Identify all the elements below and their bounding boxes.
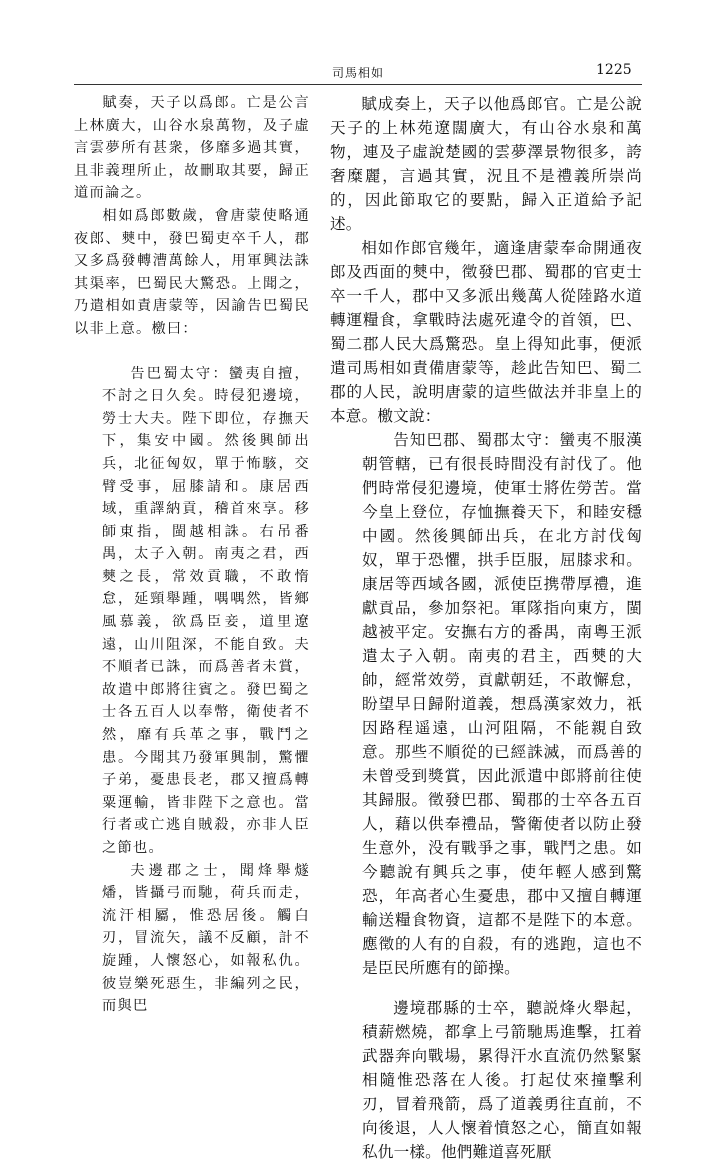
- header-rule: [74, 84, 642, 85]
- running-title: 司馬相如: [332, 66, 385, 80]
- paragraph-gap: [330, 980, 642, 996]
- page-number: 1225: [596, 62, 632, 78]
- translation-paragraph-2: 相如作郎官幾年，適逢唐蒙奉命開通夜郎及西面的僰中，徵發巴郡、蜀郡的官吏士卒一千人，郡中又多派出幾萬人從陸路水道轉運糧食，拿戰時法處死違令的首領，巴、蜀二郡人民大爲驚恐。皇上得知此事，便派遣司馬相如責備唐蒙等，趁此告知巴、蜀二郡的人民，說明唐蒙的這些做法并非皇上的本意。檄文說：: [330, 239, 642, 425]
- classical-proclamation-paragraph-2: 夫邊郡之士，聞烽舉燧燔，皆攝弓而馳，荷兵而走，流汗相屬，惟恐居後。觸白刃，冒流矢，議不反顧，計不旋踵，人懷怒心，如報私仇。彼豈樂死惡生，非編列之民，而與巴: [102, 862, 310, 1015]
- classical-paragraph-1: 賦奏，天子以爲郎。亡是公言上林廣大，山谷水泉萬物，及子虛言雲夢所有甚衆，侈靡多過其實，且非義理所止，故刪取其要，歸正道而論之。: [74, 95, 310, 202]
- classical-paragraph-2: 相如爲郎數歲，會唐蒙使略通夜郎、僰中，發巴蜀吏卒千人，郡又多爲發轉漕萬餘人，用軍興法誅其渠率，巴蜀民大驚恐。上聞之，乃遣相如責唐蒙等，因諭告巴蜀民以非上意。檄曰：: [74, 207, 310, 337]
- page-header: [0, 0, 716, 80]
- classical-proclamation-paragraph-1: 告巴蜀太守：蠻夷自擅，不討之日久矣。時侵犯邊境，勞士大夫。陛下即位，存撫天下，集安中國。然後興師出兵，北征匈奴，單于怖駭，交臂受事，屈膝請和。康居西域，重譯納貢，稽首來享。移師東指，閩越相誅。右吊番禺，太子入朝。南夷之君，西僰之長，常效貢職，不敢惰怠，延頸舉踵，喁喁然，皆鄉風慕義，欲爲臣妾，道里遼遠，山川阻深，不能自致。夫不順者已誅，而爲善者未賞，故遣中郎將往賓之。發巴蜀之士各五百人以奉幣，衛使者不然，靡有兵革之事，戰鬥之患。今聞其乃發軍興制，驚懼子弟，憂患長老，郡又擅爲轉粟運輸，皆非陛下之意也。當行者或亡逃自賊殺，亦非人臣之節也。: [102, 365, 310, 856]
- translation-proclamation-paragraph-2: 邊境郡縣的士卒，聽説烽火舉起，積薪燃燒，都拿上弓箭馳馬進擊，扛着武器奔向戰場，累得汗水直流仍然緊緊相隨惟恐落在人後。打起仗來撞擊利刃，冒着飛箭，爲了道義勇往直前，不向後退，人人懷着憤怒之心，簡直如報私仇一樣。他們難道喜死厭: [362, 999, 642, 1161]
- translation-paragraph-1: 賦成奏上，天子以他爲郎官。亡是公說天子的上林苑遼闊廣大，有山谷水泉和萬物，連及子虛說楚國的雲夢澤景物很多，誇奢糜麗，言過其實，況且不是禮義所崇尚的，因此節取它的要點，歸入正道給予記述。: [330, 95, 642, 233]
- paragraph-gap: [74, 341, 310, 363]
- translation-column: [330, 92, 642, 1164]
- classical-text-column: [74, 92, 310, 1018]
- translation-proclamation-paragraph-1: 告知巴郡、蜀郡太守：蠻夷不服漢朝管轄，已有很長時間没有討伐了。他們時常侵犯邊境，使軍士將佐勞苦。當今皇上登位，存恤撫養天下，和睦安穩中國。然後興師出兵，在北方討伐匈奴，單于恐懼，拱手臣服，屈膝求和。康居等西域各國，派使臣携帶厚禮，進獻貢品，參加祭祀。軍隊指向東方，閩越被平定。安撫右方的番禺，南粵王派遣太子入朝。南夷的君主，西僰的大帥，經常效勞，貢獻朝廷，不敢懈怠，盼望早日歸附道義，想爲漢家效力，祇因路程遥遠，山河阻隔，不能親自致意。那些不順從的已經誅滅，而爲善的未曾受到獎賞，因此派遣中郎將前往使其歸服。徵發巴郡、蜀郡的士卒各五百人，藉以供奉禮品，警衛使者以防止發生意外，没有戰爭之事，戰鬥之患。如今聽說有興兵之事，使年輕人感到驚恐，年高者心生憂患，郡中又擅自轉運輸送糧食物資，這都不是陛下的本意。應徵的人有的自殺，有的逃跑，這也不是臣民所應有的節操。: [362, 431, 642, 977]
